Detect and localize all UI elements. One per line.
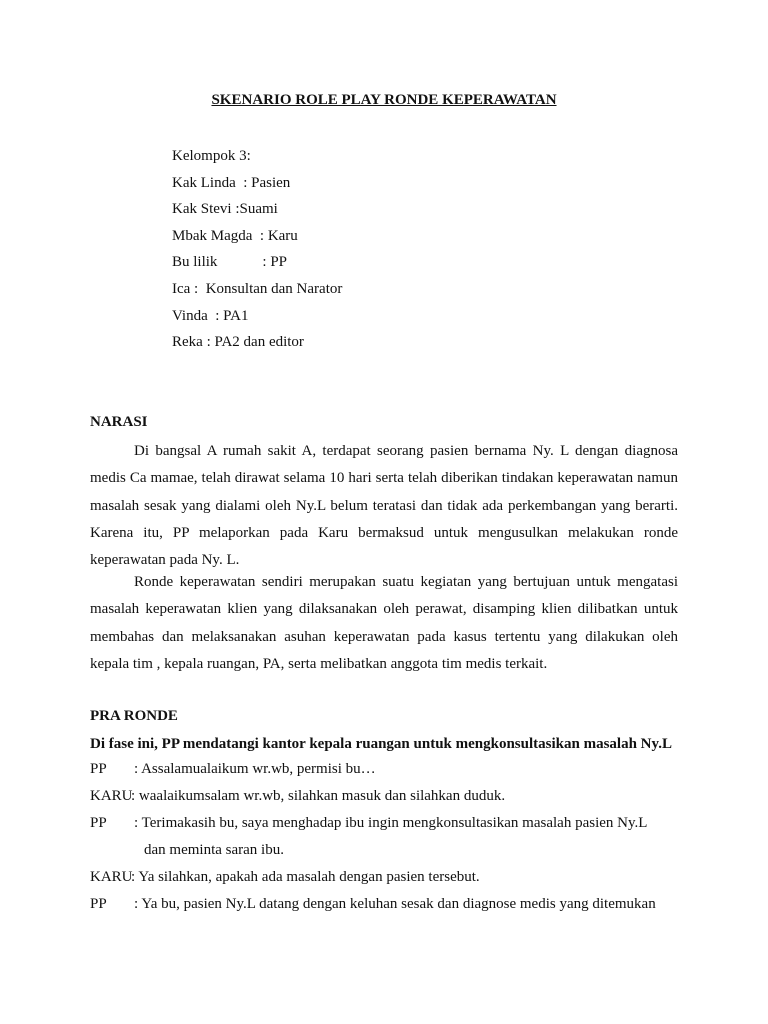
dialog-line bbox=[90, 813, 690, 840]
dialog-line bbox=[90, 867, 690, 894]
narasi-paragraph-2-text: Ronde keperawatan sendiri merupakan suatu kegiatan yang bertujuan untuk mengatasi masalah keperawatan klien yang dilaksanakan oleh perawat, disamping klien dilibatkan untuk membahas dan melaksanakan asuhan keperawatan pada kasus tertentu yang dilakukan oleh kepala tim , kepala ruangan, PA, serta melibatkan anggota tim medis terkait. bbox=[90, 574, 678, 672]
pra-ronde-heading: PRA RONDE bbox=[90, 708, 178, 724]
dialog-line bbox=[90, 840, 690, 867]
dialog-line bbox=[90, 786, 690, 813]
dialog-line bbox=[90, 894, 690, 921]
dialog-text: : Ya bu, pasien Ny.L datang dengan keluhan sesak dan diagnose medis yang ditemukan bbox=[134, 896, 656, 912]
narasi-paragraph-1-text: Di bangsal A rumah sakit A, terdapat seorang pasien bernama Ny. L dengan diagnosa medis Ca mamae, telah dirawat selama 10 hari serta telah diberikan tindakan keperawatan namun masalah sesak yang dialami oleh Ny.L belum teratasi dan tidak ada perkembangan yang berarti. Karena itu, PP melaporkan pada Karu bermaksud untuk mengusulkan melakukan ronde keperawatan pada Ny. L. bbox=[90, 443, 678, 569]
member-line: Mbak Magda : Karu bbox=[172, 227, 298, 244]
member-line: Vinda : PA1 bbox=[172, 307, 249, 324]
dialog-speaker: PP bbox=[90, 815, 107, 831]
member-line: Bu lilik : PP bbox=[172, 254, 288, 271]
dialog-text: : Assalamualaikum wr.wb, permisi bu… bbox=[134, 761, 376, 777]
dialog-speaker: KARU bbox=[90, 788, 133, 804]
dialog-text: : waalaikumsalam wr.wb, silahkan masuk dan silahkan duduk. bbox=[131, 788, 506, 804]
narasi-paragraph-1 bbox=[90, 438, 678, 574]
narasi-paragraph-2 bbox=[90, 569, 678, 678]
group-header: Kelompok 3: bbox=[172, 148, 251, 164]
dialog-speaker: PP bbox=[90, 761, 107, 777]
member-line: Kak Stevi :Suami bbox=[172, 201, 278, 218]
member-line: Ica : Konsultan dan Narator bbox=[172, 280, 343, 297]
dialog-speaker: PP bbox=[90, 896, 107, 912]
group-members bbox=[172, 146, 342, 359]
member-line: Kak Linda : Pasien bbox=[172, 174, 291, 191]
narasi-heading: NARASI bbox=[90, 414, 148, 430]
dialog-line bbox=[90, 759, 690, 786]
member-line: Reka : PA2 dan editor bbox=[172, 334, 304, 351]
dialog-text: : Ya silahkan, apakah ada masalah dengan pasien tersebut. bbox=[131, 869, 480, 885]
dialog-text-continued: dan meminta saran ibu. bbox=[144, 842, 284, 858]
pra-ronde-intro: Di fase ini, PP mendatangi kantor kepala ruangan untuk mengkonsultasikan masalah Ny.L bbox=[90, 736, 672, 752]
document-title: SKENARIO ROLE PLAY RONDE KEPERAWATAN bbox=[211, 92, 557, 108]
dialog-list bbox=[90, 759, 690, 921]
dialog-speaker: KARU bbox=[90, 869, 133, 885]
dialog-text: : Terimakasih bu, saya menghadap ibu ingin mengkonsultasikan masalah pasien Ny.L bbox=[134, 815, 648, 831]
